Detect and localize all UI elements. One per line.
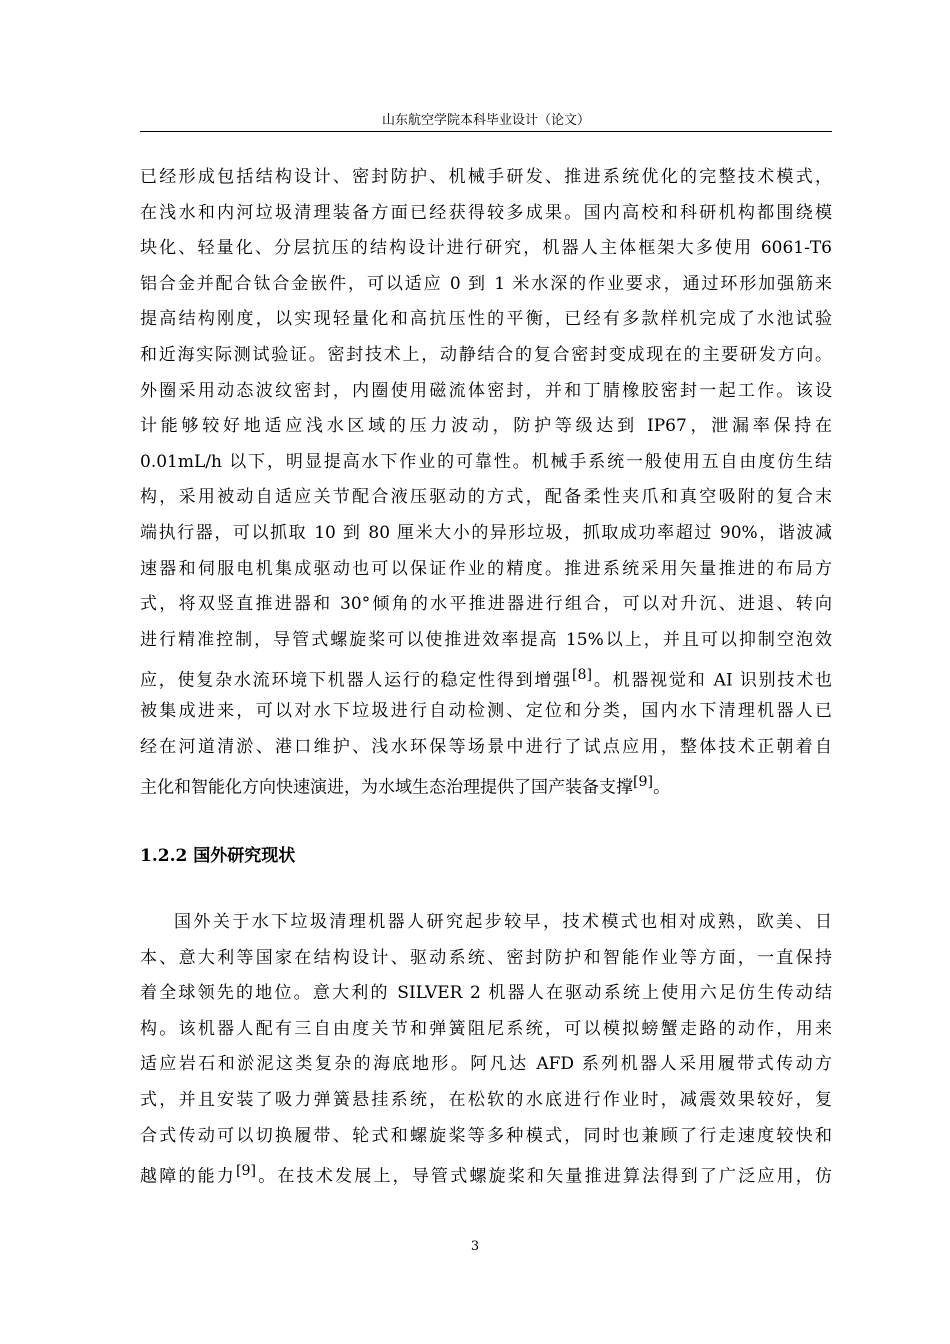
text-line: 国外关于水下垃圾清理机器人研究起步较早，技术模式也相对成熟，欧美、日 — [174, 912, 832, 932]
line-text: 主化和智能化方向快速演进，为水域生态治理提供了国产装备支撑 — [140, 777, 633, 798]
line-text: 。 — [653, 777, 671, 798]
text-line: 提高结构刚度，以实现轻量化和高抗压性的平衡，已经有多款样机完成了水池试验 — [140, 309, 832, 330]
text-line: 计能够较好地适应浅水区域的压力波动，防护等级达到 IP67，泄漏率保持在 — [140, 416, 832, 437]
text-line: 被集成进来，可以对水下垃圾进行自动检测、定位和分类，国内水下清理机器人已 — [140, 700, 832, 721]
text-line: 铝合金并配合钛合金嵌件，可以适应 0 到 1 米水深的作业要求，通过环形加强筋来 — [140, 273, 832, 294]
text-line: 式，并且安装了吸力弹簧悬挂系统，在松软的水底进行作业时，减震效果较好，复 — [140, 1089, 832, 1110]
text-line: 0.01mL/h 以下，明显提高水下作业的可靠性。机械手系统一般使用五自由度仿生结 — [140, 451, 832, 472]
text-line: 速器和伺服电机集成驱动也可以保证作业的精度。推进系统采用矢量推进的布局方 — [140, 558, 832, 579]
text-line: 已经形成包括结构设计、密封防护、机械手研发、推进系统优化的完整技术模式， — [140, 167, 832, 187]
text-line-with-citation — [140, 1154, 832, 1190]
line-text: 应，使复杂水流环境下机器人运行的稳定性得到增强 — [140, 670, 572, 691]
text-line: 端执行器，可以抓取 10 到 80 厘米大小的异形垃圾，抓取成功率超过 90%，谐波减 — [140, 522, 832, 543]
section-heading: 1.2.2 国外研究现状 — [140, 846, 296, 866]
text-line: 块化、轻量化、分层抗压的结构设计进行研究，机器人主体框架大多使用 6061-T6 — [140, 238, 832, 259]
text-line: 外圈采用动态波纹密封，内圈使用磁流体密封，并和丁腈橡胶密封一起工作。该设 — [140, 380, 832, 401]
text-line: 式，将双竖直推进器和 30°倾角的水平推进器进行组合，可以对升沉、进退、转向 — [140, 594, 832, 615]
text-line: 构，采用被动自适应关节配合液压驱动的方式，配备柔性夹爪和真空吸附的复合末 — [140, 487, 832, 508]
citation-mark: [9] — [633, 774, 654, 791]
line-text: 越障的能力 — [140, 1166, 236, 1187]
line-text: 。机器视觉和 AI 识别技术也 — [592, 670, 832, 691]
text-line: 和近海实际测试验证。密封技术上，动静结合的复合密封变成现在的主要研发方向。 — [140, 344, 832, 365]
text-line: 构。该机器人配有三自由度关节和弹簧阻尼系统，可以模拟螃蟹走路的动作，用来 — [140, 1018, 832, 1039]
text-line: 着全球领先的地位。意大利的 SILVER 2 机器人在驱动系统上使用六足仿生传动结 — [140, 983, 832, 1004]
paragraph-1 — [140, 160, 832, 801]
text-line: 经在河道清淤、港口维护、浅水环保等场景中进行了试点应用，整体技术正朝着自 — [140, 736, 832, 757]
text-line: 适应岩石和淤泥这类复杂的海底地形。阿凡达 AFD 系列机器人采用履带式传动方 — [140, 1054, 832, 1075]
page-header: 山东航空学院本科毕业设计（论文） — [381, 113, 590, 128]
text-line-with-citation — [140, 765, 832, 801]
citation-mark: [8] — [571, 667, 593, 684]
paragraph-2 — [140, 905, 832, 1190]
line-text: 。在技术发展上，导管式螺旋桨和矢量推进算法得到了广泛应用，仿 — [256, 1166, 833, 1187]
page-number: 3 — [470, 1239, 480, 1254]
text-line: 在浅水和内河垃圾清理装备方面已经获得较多成果。国内高校和科研机构都围绕模 — [140, 202, 832, 223]
text-line: 本、意大利等国家在结构设计、驱动系统、密封防护和智能作业等方面，一直保持 — [140, 947, 832, 968]
citation-mark: [9] — [236, 1163, 257, 1180]
text-line-with-citation — [140, 658, 832, 694]
text-line: 合式传动可以切换履带、轮式和螺旋桨等多种模式，同时也兼顾了行走速度较快和 — [140, 1125, 832, 1146]
text-line: 进行精准控制，导管式螺旋桨可以使推进效率提高 15%以上，并且可以抑制空泡效 — [140, 629, 832, 650]
header-divider — [140, 131, 832, 132]
